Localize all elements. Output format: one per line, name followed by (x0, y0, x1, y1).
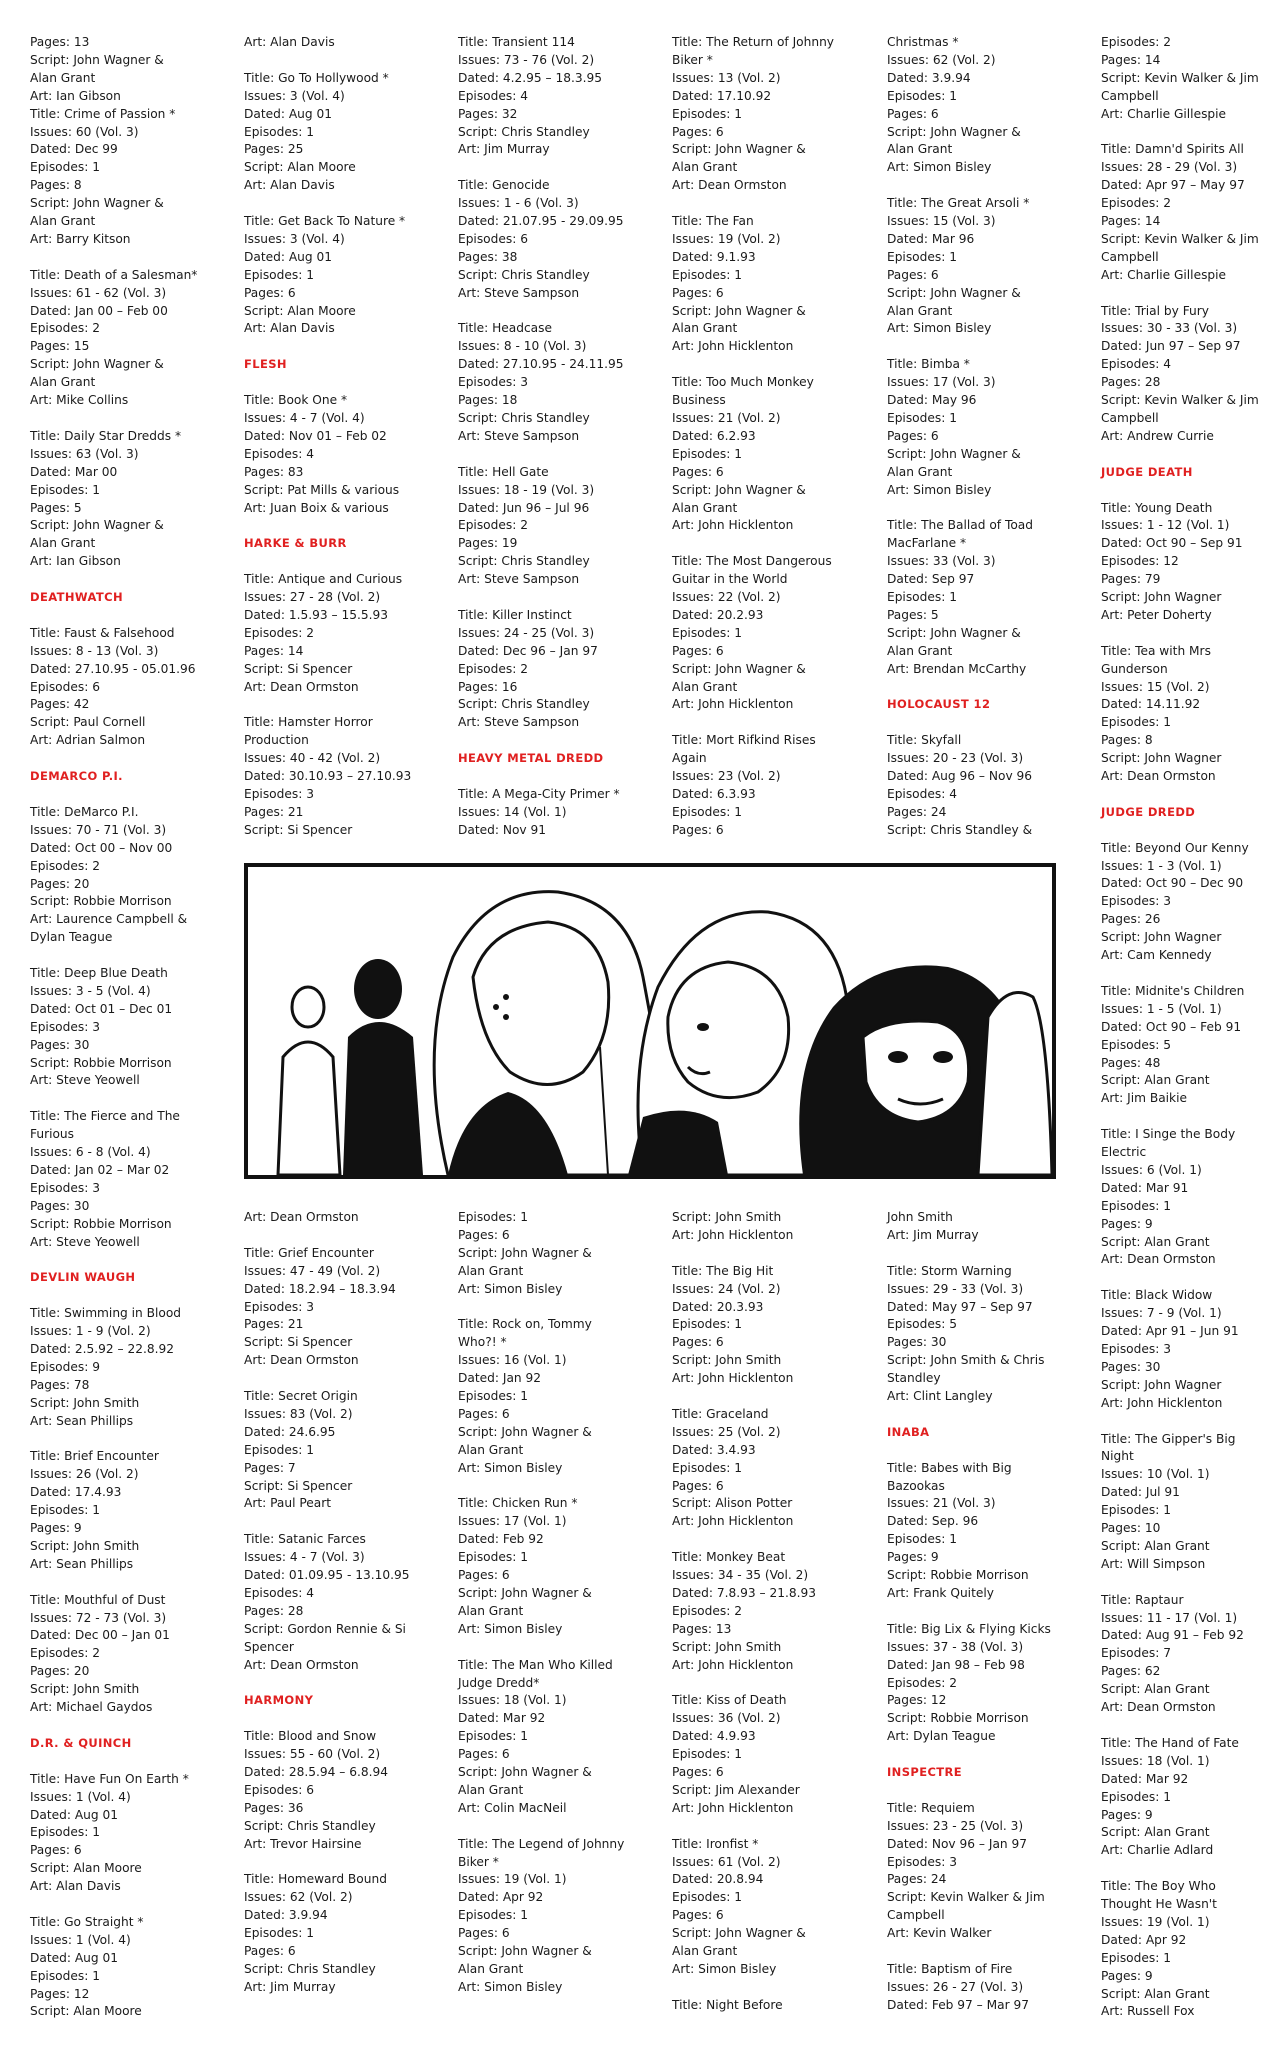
story-entry: Title: The Most Dangerous Guitar in the World Issues: 22 (Vol. 2) Dated: 20.2.93 Episodes: 1 Pages: 6 Script: John Wagner & Alan Grant Art: John Hicklenton (672, 554, 832, 712)
story-entry: Title: The Great Arsoli * Issues: 15 (Vol. 3) Dated: Mar 96 Episodes: 1 Pages: 6 Script: John Wagner & Alan Grant Art: Simon Bisley (887, 196, 1030, 336)
section-heading: JUDGE DREDD (1101, 804, 1196, 819)
story-entry: Art: Alan Davis (244, 35, 335, 49)
story-entry: Title: Secret Origin Issues: 83 (Vol. 2) Dated: 24.6.95 Episodes: 1 Pages: 7 Script: Si Spencer Art: Paul Peart (244, 1389, 358, 1511)
story-entry: Title: Monkey Beat Issues: 34 - 35 (Vol. 2) Dated: 7.8.93 – 21.8.93 Episodes: 2 Pages: 13 Script: John Smith Art: John Hicklenton (672, 1550, 816, 1672)
column-6 (1101, 34, 1275, 2021)
story-entry: Title: Book One * Issues: 4 - 7 (Vol. 4) Dated: Nov 01 – Feb 02 Episodes: 4 Pages: 83 Script: Pat Mills & various Art: Juan Boix & various (244, 393, 400, 515)
story-entry: Title: The Man Who Killed Judge Dredd* Issues: 18 (Vol. 1) Dated: Mar 92 Episodes: 1 Pages: 6 Script: John Wagner & Alan Grant Art: Colin MacNeil (458, 1657, 613, 1815)
story-entry: Title: Babes with Big Bazookas Issues: 21 (Vol. 3) Dated: Sep. 96 Episodes: 1 Pages: 9 Script: Robbie Morrison Art: Frank Quitely (887, 1460, 1029, 1600)
story-entry: Title: Midnite's Children Issues: 1 - 5 (Vol. 1) Dated: Oct 90 – Feb 91 Episodes: 5 Pages: 48 Script: Alan Grant Art: Jim Baikie (1101, 983, 1245, 1106)
story-entry: Title: Deep Blue Death Issues: 3 - 5 (Vol. 4) Dated: Oct 01 – Dec 01 Episodes: 3 Pages: 30 Script: Robbie Morrison Art: Steve Yeowell (30, 966, 173, 1088)
story-entry: Title: Raptaur Issues: 11 - 17 (Vol. 1) Dated: Aug 91 – Feb 92 Episodes: 7 Pages: 62 Script: Alan Grant Art: Dean Ormston (1101, 1592, 1244, 1715)
story-entry: Title: Too Much Monkey Business Issues: 21 (Vol. 2) Dated: 6.2.93 Episodes: 1 Pages: 6 Script: John Wagner & Alan Grant Art: John Hicklenton (672, 375, 814, 533)
story-entry: Title: Baptism of Fire Issues: 26 - 27 (Vol. 3) Dated: Feb 97 – Mar 97 (887, 1961, 1030, 2012)
story-entry: Title: Graceland Issues: 25 (Vol. 2) Dated: 3.4.93 Episodes: 1 Pages: 6 Script: Alison Potter Art: John Hicklenton (672, 1406, 794, 1529)
section-heading: HARMONY (244, 1693, 314, 1708)
story-entry: John Smith Art: Jim Murray (887, 1210, 979, 1242)
story-entry: Title: Brief Encounter Issues: 26 (Vol. 2) Dated: 17.4.93 Episodes: 1 Pages: 9 Script: John Smith Art: Sean Phillips (30, 1449, 159, 1571)
section-heading: DEVLIN WAUGH (30, 1270, 136, 1285)
story-entry: Title: Bimba * Issues: 17 (Vol. 3) Dated: May 96 Episodes: 1 Pages: 6 Script: John Wagner & Alan Grant Art: Simon Bisley (887, 357, 1021, 497)
section-heading: JUDGE DEATH (1101, 464, 1193, 479)
story-entry: Title: The Hand of Fate Issues: 18 (Vol. 1) Dated: Mar 92 Episodes: 1 Pages: 9 Script: Alan Grant Art: Charlie Adlard (1101, 1735, 1239, 1858)
comic-panel-illustration (244, 863, 1056, 1179)
story-entry: Title: Ironfist * Issues: 61 (Vol. 2) Dated: 20.8.94 Episodes: 1 Pages: 6 Script: John Wagner & Alan Grant Art: Simon Bisley (672, 1836, 806, 1976)
comic-art (248, 867, 1052, 1175)
story-entry: Title: Homeward Bound Issues: 62 (Vol. 2) Dated: 3.9.94 Episodes: 1 Pages: 6 Script: Chris Standley Art: Jim Murray (244, 1872, 387, 1994)
story-entry: Title: Grief Encounter Issues: 47 - 49 (Vol. 2) Dated: 18.2.94 – 18.3.94 Episodes: 3 Pages: 21 Script: Si Spencer Art: Dean Ormston (244, 1245, 396, 1368)
story-entry: Title: Beyond Our Kenny Issues: 1 - 3 (Vol. 1) Dated: Oct 90 – Dec 90 Episodes: 3 Pages: 26 Script: John Wagner Art: Cam Kennedy (1101, 840, 1249, 963)
story-entry: Title: The Gipper's Big Night Issues: 10 (Vol. 1) Dated: Jul 91 Episodes: 1 Pages: 10 Script: Alan Grant Art: Will Simpson (1101, 1431, 1236, 1571)
story-entry: Episodes: 2 Pages: 14 Script: Kevin Walker & Jim Campbell Art: Charlie Gillespie (1101, 35, 1259, 121)
story-entry: Title: The Fan Issues: 19 (Vol. 2) Dated: 9.1.93 Episodes: 1 Pages: 6 Script: John Wagner & Alan Grant Art: John Hicklenton (672, 214, 806, 354)
column-3 (458, 34, 656, 840)
column-1 (30, 34, 228, 2021)
section-heading: D.R. & QUINCH (30, 1735, 132, 1750)
story-entry: Title: Transient 114 Issues: 73 - 76 (Vol. 2) Dated: 4.2.95 – 18.3.95 Episodes: 4 Pages: 32 Script: Chris Standley Art: Jim Murray (458, 35, 602, 157)
story-entry: Title: The Big Hit Issues: 24 (Vol. 2) Dated: 20.3.93 Episodes: 1 Pages: 6 Script: John Smith Art: John Hicklenton (672, 1263, 794, 1386)
story-entry: Title: Mort Rifkind Rises Again Issues: 23 (Vol. 2) Dated: 6.3.93 Episodes: 1 Pages: 6 (672, 733, 816, 837)
column-4-lower (672, 1209, 870, 2015)
story-entry: Title: The Boy Who Thought He Wasn't Issues: 19 (Vol. 1) Dated: Apr 92 Episodes: 1 Pages: 9 Script: Alan Grant Art: Russell Fox (1101, 1879, 1217, 2019)
story-entry: Title: Kiss of Death Issues: 36 (Vol. 2) Dated: 4.9.93 Episodes: 1 Pages: 6 Script: Jim Alexander Art: John Hicklenton (672, 1693, 800, 1815)
story-entry: Art: Dean Ormston (244, 1210, 359, 1224)
section-heading: HEAVY METAL DREDD (458, 751, 604, 766)
column-3-lower (458, 1209, 656, 1997)
story-entry: Pages: 13 Script: John Wagner & Alan Grant Art: Ian Gibson Title: Crime of Passion * Issues: 60 (Vol. 3) Dated: Dec 99 Episodes: 1 Pages: 8 Script: John Wagner & Alan Grant Art: Barry Kitson (30, 35, 176, 246)
story-entry: Title: Mouthful of Dust Issues: 72 - 73 (Vol. 3) Dated: Dec 00 – Jan 01 Episodes: 2 Pages: 20 Script: John Smith Art: Michael Gaydos (30, 1592, 170, 1715)
column-2-lower (244, 1209, 442, 1997)
story-entry: Title: Daily Star Dredds * Issues: 63 (Vol. 3) Dated: Mar 00 Episodes: 1 Pages: 5 Script: John Wagner & Alan Grant Art: Ian Gibson (30, 428, 182, 569)
story-entry: Title: Night Before (672, 1997, 783, 2012)
story-entry: Title: Young Death Issues: 1 - 12 (Vol. 1) Dated: Oct 90 – Sep 91 Episodes: 12 Pages: 79 Script: John Wagner Art: Peter Doherty (1101, 500, 1243, 622)
story-entry: Title: Hamster Horror Production Issues: 40 - 42 (Vol. 2) Dated: 30.10.93 – 27.10.93 Episodes: 3 Pages: 21 Script: Si Spencer (244, 715, 412, 837)
story-entry: Title: Death of a Salesman* Issues: 61 - 62 (Vol. 3) Dated: Jan 00 – Feb 00 Episodes: 2 Pages: 15 Script: John Wagner & Alan Grant Art: Mike Collins (30, 267, 198, 408)
section-heading: HARKE & BURR (244, 536, 347, 551)
column-5-lower (887, 1209, 1085, 2015)
story-entry: Title: The Ballad of Toad MacFarlane * Issues: 33 (Vol. 3) Dated: Sep 97 Episodes: 1 Pages: 5 Script: John Wagner & Alan Grant Art: Brendan McCarthy (887, 518, 1033, 676)
section-heading: HOLOCAUST 12 (887, 697, 991, 712)
story-entry: Title: Skyfall Issues: 20 - 23 (Vol. 3) Dated: Aug 96 – Nov 96 Episodes: 4 Pages: 24 Script: Chris Standley & (887, 733, 1033, 837)
story-entry: Title: Headcase Issues: 8 - 10 (Vol. 3) Dated: 27.10.95 - 24.11.95 Episodes: 3 Pages: 18 Script: Chris Standley Art: Steve Sampson (458, 321, 624, 443)
story-entry: Title: Get Back To Nature * Issues: 3 (Vol. 4) Dated: Aug 01 Episodes: 1 Pages: 6 Script: Alan Moore Art: Alan Davis (244, 214, 406, 336)
section-heading: INSPECTRE (887, 1765, 963, 1780)
story-entry: Title: Storm Warning Issues: 29 - 33 (Vol. 3) Dated: May 97 – Sep 97 Episodes: 5 Pages: 30 Script: John Smith & Chris Standley Art: Clint Langley (887, 1263, 1045, 1404)
story-entry: Title: Hell Gate Issues: 18 - 19 (Vol. 3) Dated: Jun 96 – Jul 96 Episodes: 2 Pages: 19 Script: Chris Standley Art: Steve Sampson (458, 464, 595, 587)
story-entry: Script: John Smith Art: John Hicklenton (672, 1210, 794, 1242)
story-entry: Title: I Singe the Body Electric Issues: 6 (Vol. 1) Dated: Mar 91 Episodes: 1 Pages: 9 Script: Alan Grant Art: Dean Ormston (1101, 1127, 1236, 1267)
story-entry: Title: Chicken Run * Issues: 17 (Vol. 1) Dated: Feb 92 Episodes: 1 Pages: 6 Script: John Wagner & Alan Grant Art: Simon Bisley (458, 1496, 592, 1636)
story-entry: Episodes: 1 Pages: 6 Script: John Wagner & Alan Grant Art: Simon Bisley (458, 1210, 592, 1296)
column-5 (887, 34, 1085, 840)
section-heading: FLESH (244, 357, 287, 372)
story-entry: Title: A Mega-City Primer * Issues: 14 (Vol. 1) Dated: Nov 91 (458, 786, 620, 837)
story-entry: Title: The Return of Johnny Biker * Issues: 13 (Vol. 2) Dated: 17.10.92 Episodes: 1 Pages: 6 Script: John Wagner & Alan Grant Art: Dean Ormston (672, 35, 835, 193)
story-entry: Title: Killer Instinct Issues: 24 - 25 (Vol. 3) Dated: Dec 96 – Jan 97 Episodes: 2 Pages: 16 Script: Chris Standley Art: Steve Sampson (458, 607, 598, 730)
story-entry: Title: Go Straight * Issues: 1 (Vol. 4) Dated: Aug 01 Episodes: 1 Pages: 12 Script: Alan Moore (30, 1914, 144, 2019)
story-entry: Title: Damn'd Spirits All Issues: 28 - 29 (Vol. 3) Dated: Apr 97 – May 97 Episodes: 2 Pages: 14 Script: Kevin Walker & Jim Campbell Art: Charlie Gillespie (1101, 142, 1259, 282)
story-entry: Christmas * Issues: 62 (Vol. 2) Dated: 3.9.94 Episodes: 1 Pages: 6 Script: John Wagner & Alan Grant Art: Simon Bisley (887, 35, 1021, 175)
section-heading: DEATHWATCH (30, 590, 123, 605)
story-entry: Title: Satanic Farces Issues: 4 - 7 (Vol. 3) Dated: 01.09.95 - 13.10.95 Episodes: 4 Pages: 28 Script: Gordon Rennie & Si Spencer Art: Dean Ormston (244, 1532, 410, 1672)
story-entry: Title: Faust & Falsehood Issues: 8 - 13 (Vol. 3) Dated: 27.10.95 - 05.01.96 Episodes: 6 Pages: 42 Script: Paul Cornell Art: Adrian Salmon (30, 625, 196, 748)
story-entry: Title: DeMarco P.I. Issues: 70 - 71 (Vol. 3) Dated: Oct 00 – Nov 00 Episodes: 2 Pages: 20 Script: Robbie Morrison Art: Laurence Campbell & Dylan Teague (30, 804, 188, 945)
story-entry: Title: Blood and Snow Issues: 55 - 60 (Vol. 2) Dated: 28.5.94 – 6.8.94 Episodes: 6 Pages: 36 Script: Chris Standley Art: Trevor Hairsine (244, 1729, 388, 1851)
story-entry: Title: Genocide Issues: 1 - 6 (Vol. 3) Dated: 21.07.95 - 29.09.95 Episodes: 6 Pages: 38 Script: Chris Standley Art: Steve Sampson (458, 178, 624, 300)
story-entry: Title: Have Fun On Earth * Issues: 1 (Vol. 4) Dated: Aug 01 Episodes: 1 Pages: 6 Script: Alan Moore Art: Alan Davis (30, 1771, 189, 1894)
story-entry: Title: Requiem Issues: 23 - 25 (Vol. 3) Dated: Nov 96 – Jan 97 Episodes: 3 Pages: 24 Script: Kevin Walker & Jim Campbell Art: Kevin Walker (887, 1800, 1045, 1941)
story-entry: Title: Rock on, Tommy Who?! * Issues: 16 (Vol. 1) Dated: Jan 92 Episodes: 1 Pages: 6 Script: John Wagner & Alan Grant Art: Simon Bisley (458, 1317, 592, 1475)
story-entry: Title: Go To Hollywood * Issues: 3 (Vol. 4) Dated: Aug 01 Episodes: 1 Pages: 25 Script: Alan Moore Art: Alan Davis (244, 70, 389, 193)
story-entry: Title: Black Widow Issues: 7 - 9 (Vol. 1) Dated: Apr 91 – Jun 91 Episodes: 3 Pages: 30 Script: John Wagner Art: John Hicklenton (1101, 1288, 1239, 1410)
story-entry: Title: Tea with Mrs Gunderson Issues: 15 (Vol. 2) Dated: 14.11.92 Episodes: 1 Pages: 8 Script: John Wagner Art: Dean Ormston (1101, 643, 1222, 784)
story-entry: Title: Antique and Curious Issues: 27 - 28 (Vol. 2) Dated: 1.5.93 – 15.5.93 Episodes: 2 Pages: 14 Script: Si Spencer Art: Dean Ormston (244, 572, 403, 694)
column-2 (244, 34, 442, 840)
section-heading: DEMARCO P.I. (30, 769, 123, 784)
story-entry: Title: Trial by Fury Issues: 30 - 33 (Vol. 3) Dated: Jun 97 – Sep 97 Episodes: 4 Pages: 28 Script: Kevin Walker & Jim Campbell Art: Andrew Currie (1101, 303, 1259, 443)
story-entry: Title: Swimming in Blood Issues: 1 - 9 (Vol. 2) Dated: 2.5.92 – 22.8.92 Episodes: 9 Pages: 78 Script: John Smith Art: Sean Phillips (30, 1306, 182, 1428)
story-entry: Title: The Fierce and The Furious Issues: 6 - 8 (Vol. 4) Dated: Jan 02 – Mar 02 Episodes: 3 Pages: 30 Script: Robbie Morrison Art: Steve Yeowell (30, 1109, 180, 1249)
column-4 (672, 34, 870, 840)
story-entry: Title: The Legend of Johnny Biker * Issues: 19 (Vol. 1) Dated: Apr 92 Episodes: 1 Pages: 6 Script: John Wagner & Alan Grant Art: Simon Bisley (458, 1836, 625, 1994)
section-heading: INABA (887, 1424, 930, 1439)
story-entry: Title: Big Lix & Flying Kicks Issues: 37 - 38 (Vol. 3) Dated: Jan 98 – Feb 98 Episodes: 2 Pages: 12 Script: Robbie Morrison Art: Dylan Teague (887, 1621, 1051, 1744)
